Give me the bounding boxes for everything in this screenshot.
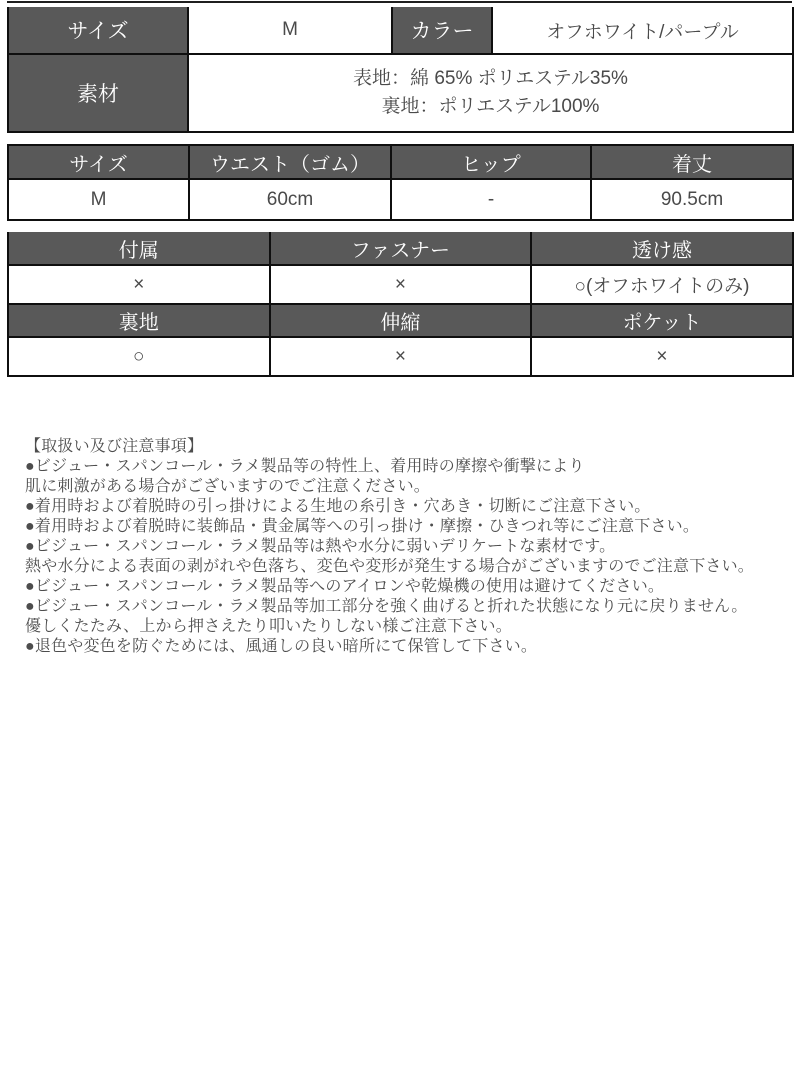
material-lining-fabric: 裏地：ポリエステル100%	[381, 96, 600, 117]
care-note-line: 優しくたたみ、上から押さえたり叩いたりしない様ご注意下さい。	[25, 618, 512, 635]
care-note-line: ●退色や変色を防ぐためには、風通しの良い暗所にて保管して下さい。	[25, 638, 538, 655]
measurements-table	[7, 144, 794, 221]
care-notes-title: 【取扱い及び注意事項】	[25, 438, 204, 455]
zipper-header: ファスナー	[270, 232, 532, 265]
care-note-line: ●ビジュー・スパンコール・ラメ製品等の特性上、着用時の摩擦や衝撃により	[25, 458, 585, 475]
care-note-line: ●ビジュー・スパンコール・ラメ製品等へのアイロンや乾燥機の使用は避けてください。	[25, 578, 665, 595]
top-divider	[7, 1, 792, 3]
measure-waist-value: 60cm	[189, 179, 391, 220]
care-note-line: 肌に刺激がある場合がございますのでご注意ください。	[25, 478, 431, 495]
size-color-row	[8, 7, 793, 54]
size-color-material-table	[7, 7, 794, 133]
accessory-header: 付属	[8, 232, 270, 265]
care-note-line: ●着用時および着脱時の引っ掛けによる生地の糸引き・穴あき・切断にご注意下さい。	[25, 498, 651, 515]
features-table	[7, 232, 794, 377]
care-note-line: ●ビジュー・スパンコール・ラメ製品等は熱や水分に弱いデリケートな素材です。	[25, 538, 616, 555]
pocket-value: ×	[531, 337, 793, 376]
material-value-cell	[188, 54, 793, 132]
care-note-line: 熱や水分による表面の剥がれや色落ち、変色や変形が発生する場合がございますのでご注意下さい。	[25, 558, 755, 575]
measurements-value-row	[8, 179, 793, 220]
measure-size-header: サイズ	[8, 145, 189, 179]
care-notes	[25, 437, 775, 657]
material-row	[8, 54, 793, 132]
color-value-cell: オフホワイト/パープル	[492, 7, 793, 54]
size-value-cell: M	[188, 7, 392, 54]
measure-waist-header: ウエスト（ゴム）	[189, 145, 391, 179]
lining-header: 裏地	[8, 304, 270, 337]
sheerness-header: 透け感	[531, 232, 793, 265]
features-header-row-2	[8, 304, 793, 337]
accessory-value: ×	[8, 265, 270, 304]
measure-size-value: M	[8, 179, 189, 220]
lining-value: ○	[8, 337, 270, 376]
material-header-cell: 素材	[8, 54, 188, 132]
sheerness-value: ○(オフホワイトのみ)	[531, 265, 793, 304]
material-outer-fabric: 表地：綿 65% ポリエステル35%	[353, 68, 628, 89]
measure-hip-value: -	[391, 179, 591, 220]
measure-length-value: 90.5cm	[591, 179, 793, 220]
features-header-row-1	[8, 232, 793, 265]
care-note-line: ●ビジュー・スパンコール・ラメ製品等加工部分を強く曲げると折れた状態になり元に戻りません。	[25, 598, 748, 615]
pocket-header: ポケット	[531, 304, 793, 337]
size-header-cell: サイズ	[8, 7, 188, 54]
stretch-value: ×	[270, 337, 532, 376]
color-header-cell: カラー	[392, 7, 492, 54]
zipper-value: ×	[270, 265, 532, 304]
care-note-line: ●着用時および着脱時に装飾品・貴金属等への引っ掛け・摩擦・ひきつれ等にご注意下さい。	[25, 518, 700, 535]
measure-hip-header: ヒップ	[391, 145, 591, 179]
stretch-header: 伸縮	[270, 304, 532, 337]
features-value-row-1	[8, 265, 793, 304]
features-value-row-2	[8, 337, 793, 376]
measure-length-header: 着丈	[591, 145, 793, 179]
measurements-header-row	[8, 145, 793, 179]
